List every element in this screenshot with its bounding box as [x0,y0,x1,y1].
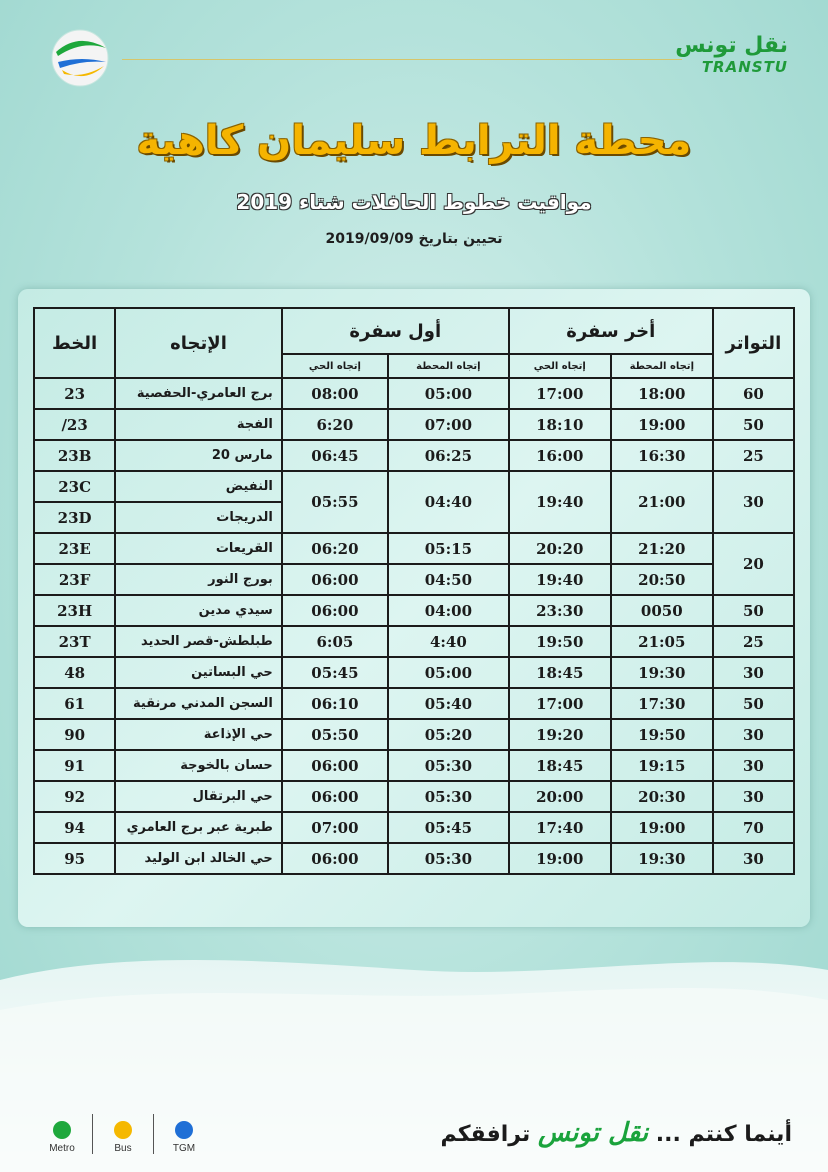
table-row [34,812,794,843]
first-to-station-cell: 05:30 [388,750,509,781]
first-to-station-cell: 06:25 [388,440,509,471]
header-last-trip: أخر سفرة [509,308,713,354]
frequency-cell: 30 [713,750,794,781]
first-to-station-cell: 04:50 [388,564,509,595]
line-cell: 92 [34,781,115,812]
last-to-station-cell: 19:00 [611,409,713,440]
direction-cell: الدريجات [115,502,282,533]
first-to-district-cell: 05:45 [282,657,388,688]
first-to-station-cell: 05:30 [388,781,509,812]
frequency-cell: 20 [713,533,794,595]
first-to-district-cell: 05:55 [282,471,388,533]
legend-tgm [158,1121,210,1154]
frequency-cell: 30 [713,781,794,812]
direction-cell: حي البرتقال [115,781,282,812]
header-frequency: التواتر [713,308,794,378]
legend-divider [153,1114,154,1154]
table-row [34,564,794,595]
header-first-to-station: إتجاه المحطة [388,354,509,378]
last-to-district-cell: 18:45 [509,750,611,781]
table-row [34,409,794,440]
legend-bus-label: Bus [114,1143,132,1154]
last-to-station-cell: 19:50 [611,719,713,750]
slogan [440,1118,792,1148]
first-to-station-cell: 04:00 [388,595,509,626]
transport-legend [36,1114,210,1154]
last-to-station-cell: 20:50 [611,564,713,595]
last-to-district-cell: 17:40 [509,812,611,843]
frequency-cell: 50 [713,409,794,440]
frequency-cell: 25 [713,440,794,471]
direction-cell: حسان بالخوجة [115,750,282,781]
last-to-station-cell: 21:20 [611,533,713,564]
table-row [34,843,794,874]
last-to-district-cell: 18:45 [509,657,611,688]
header-last-to-station: إتجاه المحطة [611,354,713,378]
last-to-station-cell: 19:30 [611,657,713,688]
direction-cell: مارس 20 [115,440,282,471]
frequency-cell: 50 [713,595,794,626]
frequency-cell: 30 [713,843,794,874]
last-to-station-cell: 16:30 [611,440,713,471]
last-to-district-cell: 19:40 [509,564,611,595]
line-cell: 23/ [34,409,115,440]
frequency-cell: 25 [713,626,794,657]
slogan-brand: نقل تونس [537,1118,649,1148]
slogan-part3: ترافقكم [440,1122,531,1147]
first-to-station-cell: 05:20 [388,719,509,750]
first-to-district-cell: 08:00 [282,378,388,409]
line-cell: 23F [34,564,115,595]
direction-cell: سيدي مدين [115,595,282,626]
line-cell: 23T [34,626,115,657]
last-to-district-cell: 20:00 [509,781,611,812]
last-to-district-cell: 19:50 [509,626,611,657]
last-to-district-cell: 17:00 [509,378,611,409]
legend-metro-label: Metro [49,1143,75,1154]
line-cell: 95 [34,843,115,874]
first-to-station-cell: 05:00 [388,657,509,688]
table-row [34,595,794,626]
update-date: تحيين بتاريخ 2019/09/09 [325,231,503,247]
first-to-district-cell: 06:00 [282,564,388,595]
first-to-district-cell: 06:20 [282,533,388,564]
table-row [34,719,794,750]
direction-cell: حي الخالد ابن الوليد [115,843,282,874]
first-to-station-cell: 05:30 [388,843,509,874]
brand-arabic: نقل تونس [675,33,788,58]
first-to-district-cell: 06:00 [282,750,388,781]
header-first-trip: أول سفرة [282,308,509,354]
first-to-district-cell: 05:50 [282,719,388,750]
header-line: الخط [34,308,115,378]
table-row [34,781,794,812]
last-to-station-cell: 18:00 [611,378,713,409]
header-rule [122,59,682,60]
last-to-station-cell: 19:30 [611,843,713,874]
direction-cell: طبلطش-قصر الحديد [115,626,282,657]
page-subtitle: مواقيت خطوط الحافلات شتاء 2019 [236,190,592,214]
table-row [34,378,794,409]
first-to-district-cell: 6:05 [282,626,388,657]
last-to-district-cell: 19:40 [509,471,611,533]
frequency-cell: 50 [713,688,794,719]
table-row [34,471,794,502]
frequency-cell: 30 [713,471,794,533]
header-last-to-district: إتجاه الحي [509,354,611,378]
last-to-station-cell: 19:15 [611,750,713,781]
schedule-table [33,307,795,875]
last-to-station-cell: 21:05 [611,626,713,657]
legend-metro [36,1121,88,1154]
first-to-station-cell: 4:40 [388,626,509,657]
first-to-station-cell: 04:40 [388,471,509,533]
line-cell: 48 [34,657,115,688]
line-cell: 23C [34,471,115,502]
brand-latin: TRANSTU [701,58,788,76]
last-to-district-cell: 18:10 [509,409,611,440]
last-to-district-cell: 19:00 [509,843,611,874]
line-cell: 94 [34,812,115,843]
table-row [34,533,794,564]
direction-cell: السجن المدني مرنقية [115,688,282,719]
frequency-cell: 30 [713,719,794,750]
header-first-to-district: إتجاه الحي [282,354,388,378]
line-cell: 23E [34,533,115,564]
first-to-district-cell: 06:10 [282,688,388,719]
brand [675,34,788,76]
first-to-station-cell: 05:00 [388,378,509,409]
frequency-cell: 30 [713,657,794,688]
first-to-district-cell: 6:20 [282,409,388,440]
last-to-station-cell: 20:30 [611,781,713,812]
direction-cell: الفجة [115,409,282,440]
last-to-district-cell: 19:20 [509,719,611,750]
frequency-cell: 60 [713,378,794,409]
first-to-district-cell: 06:00 [282,843,388,874]
line-cell: 23D [34,502,115,533]
legend-bus [97,1121,149,1154]
last-to-district-cell: 16:00 [509,440,611,471]
first-to-station-cell: 05:45 [388,812,509,843]
first-to-district-cell: 07:00 [282,812,388,843]
direction-cell: بورج النور [115,564,282,595]
table-row [34,688,794,719]
tgm-dot-icon [175,1121,193,1139]
table-row [34,626,794,657]
line-cell: 90 [34,719,115,750]
legend-tgm-label: TGM [172,1143,196,1154]
first-to-district-cell: 06:00 [282,595,388,626]
first-to-station-cell: 05:40 [388,688,509,719]
transtu-logo [48,26,112,90]
last-to-station-cell: 21:00 [611,471,713,533]
table-row [34,750,794,781]
header-direction: الإتجاه [115,308,282,378]
last-to-district-cell: 20:20 [509,533,611,564]
last-to-station-cell: 0050 [611,595,713,626]
line-cell: 91 [34,750,115,781]
legend-divider [92,1114,93,1154]
slogan-part1: أينما كنتم ... [655,1122,792,1147]
direction-cell: القريعات [115,533,282,564]
direction-cell: النفيض [115,471,282,502]
direction-cell: برج العامري-الحفصية [115,378,282,409]
line-cell: 23H [34,595,115,626]
last-to-district-cell: 17:00 [509,688,611,719]
last-to-station-cell: 19:00 [611,812,713,843]
metro-dot-icon [53,1121,71,1139]
page-title: محطة الترابط سليمان كاهية [136,118,692,164]
direction-cell: طبرية عبر برج العامري [115,812,282,843]
frequency-cell: 70 [713,812,794,843]
bus-dot-icon [114,1121,132,1139]
first-to-station-cell: 05:15 [388,533,509,564]
first-to-station-cell: 07:00 [388,409,509,440]
direction-cell: حي الإذاعة [115,719,282,750]
direction-cell: حي البساتين [115,657,282,688]
line-cell: 61 [34,688,115,719]
table-row [34,657,794,688]
last-to-district-cell: 23:30 [509,595,611,626]
line-cell: 23 [34,378,115,409]
last-to-station-cell: 17:30 [611,688,713,719]
table-row [34,440,794,471]
first-to-district-cell: 06:45 [282,440,388,471]
first-to-district-cell: 06:00 [282,781,388,812]
line-cell: 23B [34,440,115,471]
